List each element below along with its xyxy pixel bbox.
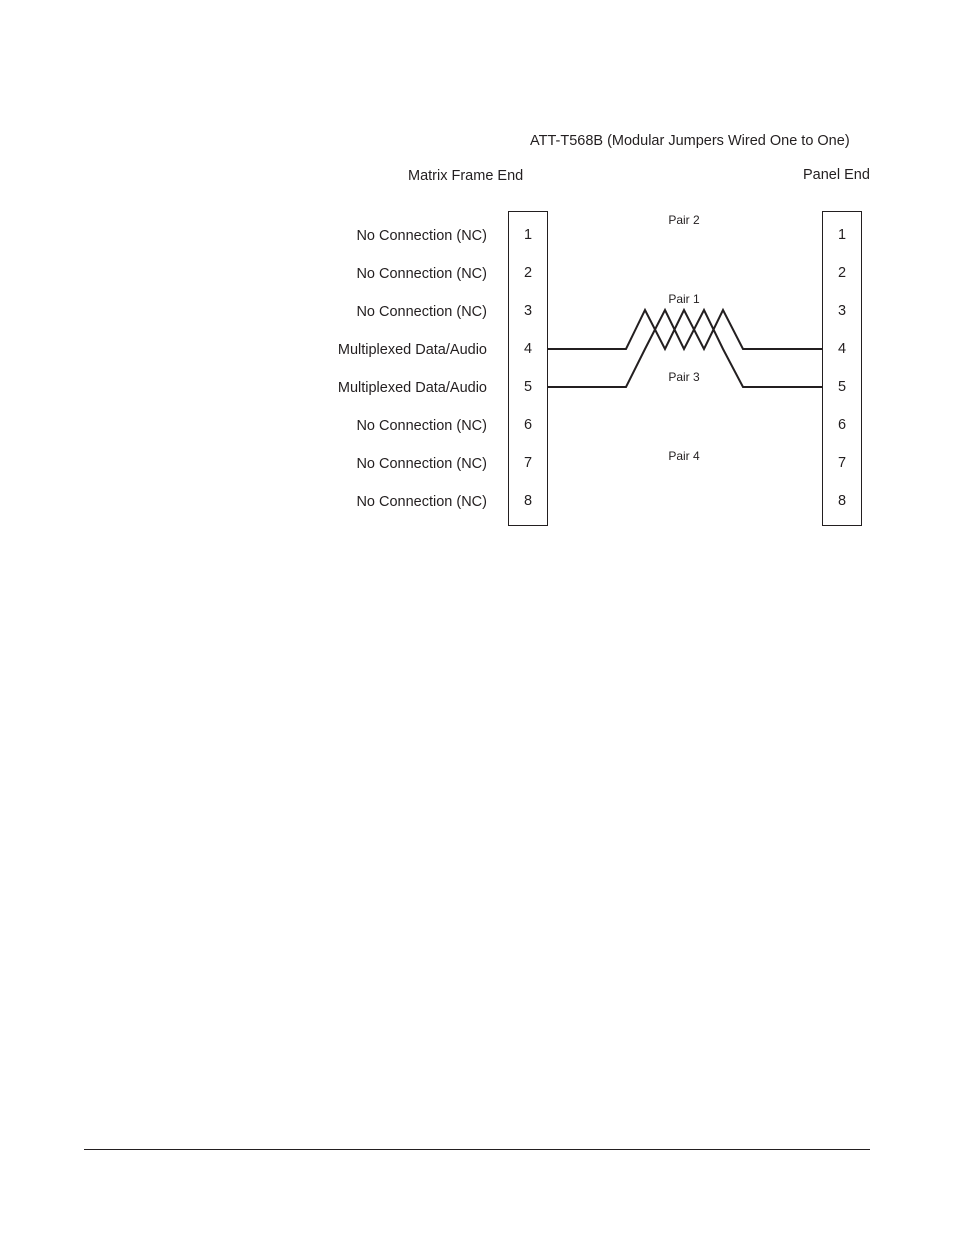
- left-pin-5: 5: [523, 379, 533, 395]
- right-pin-2: 2: [837, 265, 847, 281]
- pair-label-1: Pair 1: [668, 292, 700, 306]
- left-pin-4: 4: [523, 341, 533, 357]
- diagram-title: ATT-T568B (Modular Jumpers Wired One to One): [530, 133, 850, 149]
- pin-label-3: No Connection (NC): [356, 304, 487, 320]
- left-pin-1: 1: [523, 227, 533, 243]
- left-pin-7: 7: [523, 455, 533, 471]
- left-pin-6: 6: [523, 417, 533, 433]
- pair-label-4: Pair 4: [668, 449, 700, 463]
- pin-label-4: Multiplexed Data/Audio: [337, 342, 487, 358]
- pin-label-7: No Connection (NC): [356, 456, 487, 472]
- pin-label-5: Multiplexed Data/Audio: [337, 380, 487, 396]
- wire-pin-4: [548, 310, 822, 349]
- pin-label-1: No Connection (NC): [356, 228, 487, 244]
- left-pin-8: 8: [523, 493, 533, 509]
- pin-label-2: No Connection (NC): [356, 266, 487, 282]
- right-pin-4: 4: [837, 341, 847, 357]
- right-pin-1: 1: [837, 227, 847, 243]
- pin-label-6: No Connection (NC): [356, 418, 487, 434]
- right-pin-5: 5: [837, 379, 847, 395]
- right-pin-8: 8: [837, 493, 847, 509]
- matrix-frame-end-label: Matrix Frame End: [408, 168, 524, 184]
- panel-end-label: Panel End: [803, 167, 870, 183]
- pin-label-8: No Connection (NC): [356, 494, 487, 510]
- pair-label-2: Pair 2: [668, 213, 700, 227]
- right-pin-3: 3: [837, 303, 847, 319]
- left-pin-3: 3: [523, 303, 533, 319]
- right-pin-6: 6: [837, 417, 847, 433]
- left-pin-2: 2: [523, 265, 533, 281]
- footer-rule: [84, 1149, 870, 1150]
- right-pin-7: 7: [837, 455, 847, 471]
- pair-label-3: Pair 3: [668, 370, 700, 384]
